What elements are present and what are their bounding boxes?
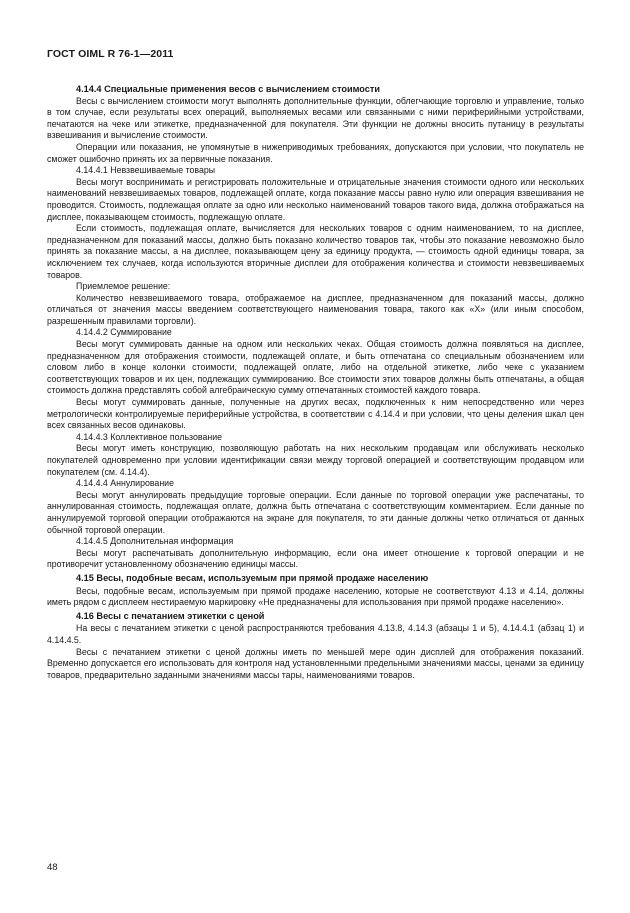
paragraph: Весы, подобные весам, используемым при прямой продаже населению, которые не соответствуют 4.13 и 4.14, должны иметь рядом с дисплеем нестираемую маркировку «Не предназначены для использования при прямой продаже населению».: [47, 585, 584, 608]
paragraph: Весы могут суммировать данные на одном или нескольких чеках. Общая стоимость должна появляться на дисплее, предназначенном для отображения стоимости, подлежащей оплате, и быть отпечатана со специальным обозначением или словом либо в конце колонки стоимости, подлежащей оплате, либо на отдельной этикетке, либо чеке с указанием соответствующих товаров и их цен, подлежащих суммированию. Все стоимости этих товаров должны быть отпечатаны, а общая стоимость должна представлять собой алгебраическую сумму отпечатанных стоимостей каждого товара.: [47, 339, 584, 396]
paragraph: Весы могут аннулировать предыдущие торговые операции. Если данные по торговой операции уже распечатаны, то аннулированная стоимость, подлежащая оплате, должна быть отпечатана с соответствующим комментарием. Если данные по аннулируемой торговой операции отображаются на экране для покупателя, то эти данные должны четко отличаться от данных обычной торговой операции.: [47, 489, 584, 535]
paragraph: Приемлемое решение:: [76, 281, 171, 292]
paragraph: Операции или показания, не упомянутые в нижеприводимых требованиях, допускаются при условии, что покупатель не сможет ошибочно принять их за первичные показания.: [47, 141, 584, 164]
section-heading: 4.15 Весы, подобные весам, используемым при прямой продаже населению: [76, 572, 429, 583]
paragraph: Весы могут иметь конструкцию, позволяющую работать на них нескольким продавцам или обслуживать несколько покупателей одновременно при условии идентификации связи между торговой операцией и соответствующим продавцом или покупателем (см. 4.14.4).: [47, 443, 584, 477]
section-heading: 4.16 Весы с печатанием этикетки с ценой: [76, 610, 265, 621]
paragraph: На весы с печатанием этикетки с ценой распространяются требования 4.13.8, 4.14.3 (абзацы 1 и 5), 4.14.4.1 (абзац 1) и 4.14.4.5.: [47, 623, 584, 645]
paragraph: Весы с печатанием этикетки с ценой должны иметь по меньшей мере один дисплей для отображения показаний. Временно допускается его использовать для контроля над установленными предельными значениями массы, ценами за единицу товаров, предварительно заданными значениями массы тары, наименованиями товаров.: [47, 646, 584, 680]
paragraph: Если стоимость, подлежащая оплате, вычисляется для нескольких товаров с одним наименованием, то на дисплее, предназначенном для показаний массы, должно быть показано количество товаров так, чтобы это показание невозможно было принять за показание массы, а на дисплее, показывающем цену за единицу продукта, — стоимость одной единицы товара, за исключением тех случаев, когда используются вторичные дисплеи для отображения количества и стоимости невзвешиваемых товаров.: [47, 223, 584, 280]
subsection-heading: 4.14.4.1 Невзвешиваемые товары: [76, 165, 216, 176]
subsection-heading: 4.14.4.3 Коллективное пользование: [76, 431, 223, 442]
subsection-heading: 4.14.4.4 Аннулирование: [76, 478, 174, 489]
document-body: [47, 84, 584, 681]
paragraph: Весы с вычислением стоимости могут выполнять дополнительные функции, облегчающие торговлю и управление, только в том случае, если результаты всех операций, выполняемых весами или связанными с ними периферийными устройствами, печатаются на чеке или этикетке, предназначенной для покупателя. Эти функции не должны вносить путаницу в результаты взвешивания и вычисление стоимости.: [47, 95, 584, 141]
document-header: ГОСТ OIML R 76-1—2011: [47, 48, 174, 60]
paragraph: Весы могут суммировать данные, полученные на других весах, подключенных к ним непосредственно или через метрологически контролируемые периферийные устройства, в соответствии с 4.14.4 и при условии, что цены деления шкал цен всех связанных весов одинаковы.: [47, 397, 584, 431]
page-number: 48: [47, 862, 58, 873]
paragraph: Количество невзвешиваемого товара, отображаемое на дисплее, предназначенном для показаний массы, должно отличаться от значения массы введением соответствующего наименования товара, такого как «X» (или иным способом, разрешенным правилами торговли).: [47, 292, 584, 326]
section-heading: 4.14.4 Специальные применения весов с вычислением стоимости: [76, 84, 381, 94]
paragraph: Весы могут распечатывать дополнительную информацию, если она имеет отношение к торговой операции и не противоречит установленному обозначению единицы массы.: [47, 547, 584, 570]
subsection-heading: 4.14.4.2 Суммирование: [76, 327, 172, 338]
paragraph: Весы могут воспринимать и регистрировать положительные и отрицательные значения стоимости одного или нескольких наименований невзвешиваемых товаров, подлежащей оплате, когда показание массы равно нулю или операция взвешивания не проводится. Стоимость, подлежащая оплате за одно или несколько наименований товаров такого вида, должна отображаться на дисплее, показывающем стоимость, подлежащую оплате.: [47, 176, 584, 222]
subsection-heading: 4.14.4.5 Дополнительная информация: [76, 536, 234, 547]
